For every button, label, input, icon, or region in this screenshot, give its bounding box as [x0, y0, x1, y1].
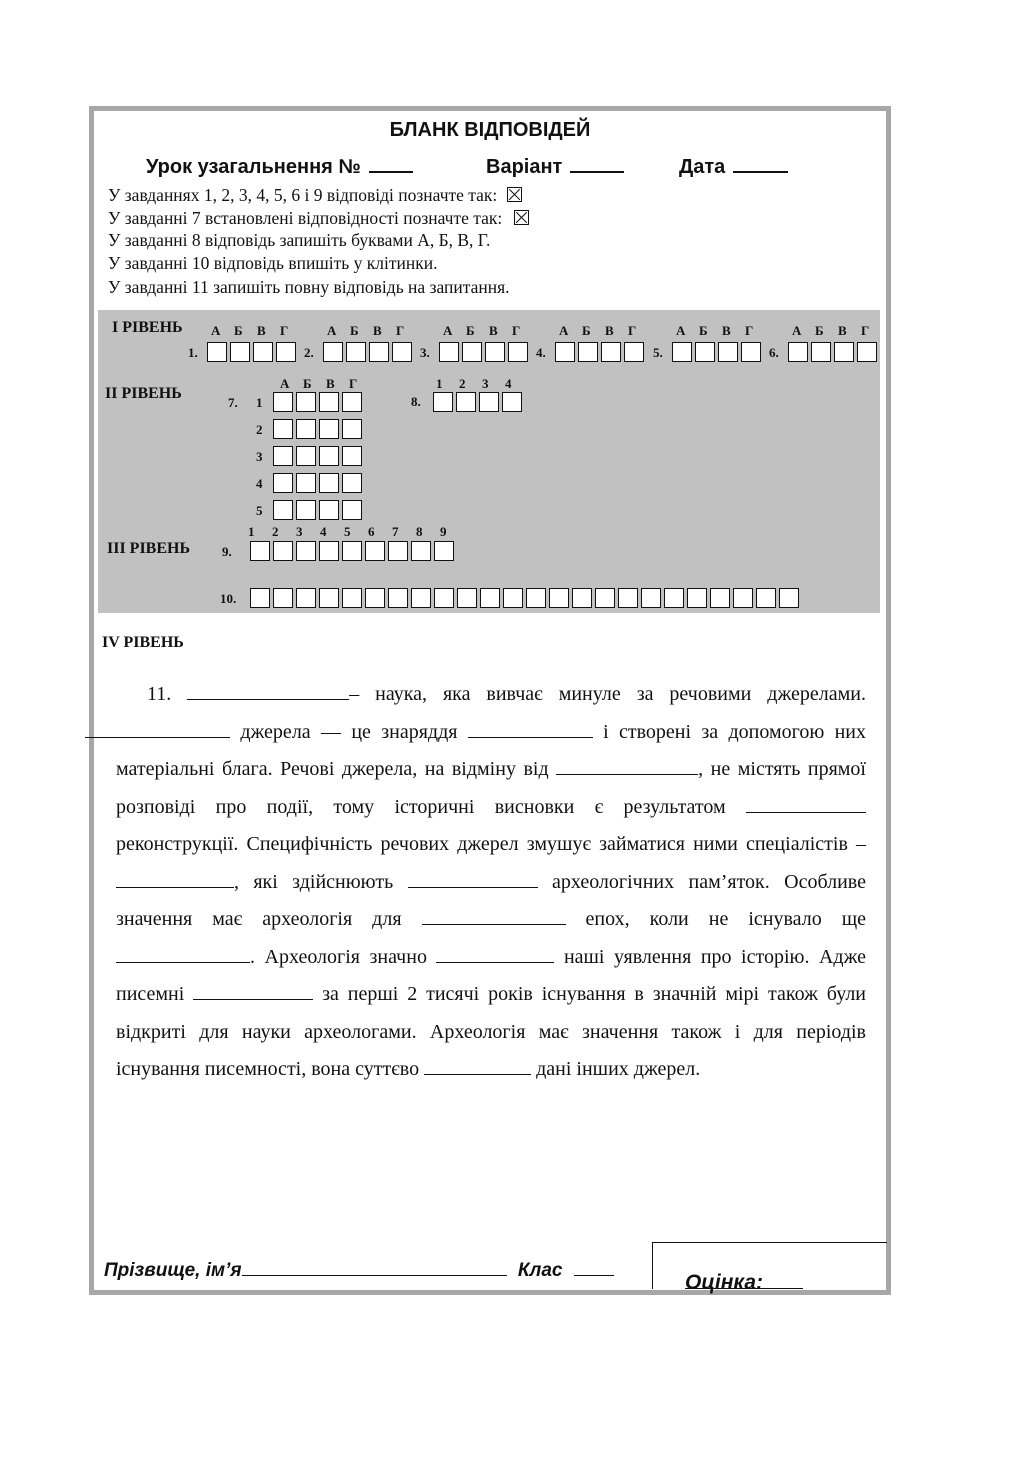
task-5-boxes [672, 342, 761, 362]
task-7-row-number: 3 [256, 449, 263, 464]
answer-box[interactable] [296, 419, 316, 439]
answer-grid-area [98, 310, 880, 613]
class-label: Клас [517, 1260, 563, 1281]
answer-cell[interactable] [273, 588, 293, 608]
answer-cell[interactable] [296, 588, 316, 608]
answer-box[interactable] [296, 446, 316, 466]
answer-box[interactable] [369, 342, 389, 362]
answer-cell[interactable] [572, 588, 592, 608]
answer-box[interactable] [433, 392, 453, 412]
answer-cell[interactable] [779, 588, 799, 608]
fill-blank-6[interactable] [116, 871, 234, 888]
task-4-number: 4. [536, 345, 546, 360]
answer-cell[interactable] [641, 588, 661, 608]
variant-field [486, 153, 624, 179]
fill-blank-10[interactable] [436, 946, 554, 963]
fill-blank-1[interactable] [187, 683, 349, 700]
fill-blank-7[interactable] [408, 871, 538, 888]
answer-box[interactable] [741, 342, 761, 362]
task-8-number: 8. [411, 394, 421, 409]
fill-blank-8[interactable] [422, 908, 566, 925]
task-1-boxes [207, 342, 296, 362]
answer-box[interactable] [319, 419, 339, 439]
answer-box[interactable] [342, 541, 362, 561]
answer-box[interactable] [578, 342, 598, 362]
answer-box[interactable] [479, 392, 499, 412]
answer-box[interactable] [485, 342, 505, 362]
answer-cell[interactable] [457, 588, 477, 608]
answer-sheet [89, 106, 891, 1295]
answer-box[interactable] [346, 342, 366, 362]
task-11-number: 11. [147, 683, 172, 705]
answer-box[interactable] [296, 473, 316, 493]
answer-box[interactable] [508, 342, 528, 362]
task-7-row-number: 4 [256, 476, 263, 491]
task-7-row-boxes [273, 392, 362, 412]
answer-cell[interactable] [733, 588, 753, 608]
answer-cell[interactable] [503, 588, 523, 608]
student-info [104, 1259, 614, 1282]
answer-box[interactable] [462, 342, 482, 362]
answer-box[interactable] [365, 541, 385, 561]
answer-cell[interactable] [365, 588, 385, 608]
task-1-letters: А Б В Г [211, 323, 289, 338]
task-3-boxes [439, 342, 528, 362]
answer-box[interactable] [230, 342, 250, 362]
task-4-boxes [555, 342, 644, 362]
instruction-3: У завданні 8 відповідь запишіть буквами А, Б, В, Г. [108, 230, 491, 250]
answer-cell[interactable] [319, 588, 339, 608]
answer-box[interactable] [695, 342, 715, 362]
task-7-row-boxes [273, 473, 362, 493]
answer-box[interactable] [250, 541, 270, 561]
answer-box[interactable] [319, 446, 339, 466]
lesson-number-input[interactable] [369, 153, 413, 173]
answer-cell[interactable] [342, 588, 362, 608]
task-7-letters: А Б В Г [280, 376, 358, 391]
fill-blank-4[interactable] [556, 758, 698, 775]
date-input[interactable] [733, 153, 788, 173]
answer-cell[interactable] [664, 588, 684, 608]
task-6-number: 6. [769, 345, 779, 360]
task-7-row-number: 5 [256, 503, 263, 518]
instruction-1: У завданнях 1, 2, 3, 4, 5, 6 і 9 відповіді позначте так: [108, 185, 522, 206]
answer-box[interactable] [624, 342, 644, 362]
answer-box[interactable] [502, 392, 522, 412]
task-7-row-boxes [273, 446, 362, 466]
answer-box[interactable] [273, 541, 293, 561]
task-2-number: 2. [304, 345, 314, 360]
answer-box[interactable] [342, 392, 362, 412]
answer-box[interactable] [388, 541, 408, 561]
task-7-number: 7. [228, 395, 238, 410]
lesson-label: Урок узагальнення № [146, 156, 361, 178]
task-3-letters: А Б В Г [443, 323, 521, 338]
date-label: Дата [679, 156, 726, 178]
fill-blank-5[interactable] [746, 796, 866, 813]
answer-cell[interactable] [595, 588, 615, 608]
answer-cell[interactable] [756, 588, 776, 608]
task-5-letters: А Б В Г [676, 323, 754, 338]
score-box [652, 1242, 887, 1294]
task-7-row-number: 2 [256, 422, 263, 437]
task-8-boxes [433, 392, 522, 412]
checked-box-icon [514, 210, 529, 225]
task-7-row-boxes [273, 419, 362, 439]
task-11-text: 11. – наука, яка вивчає минуле за речовими джерелами. джерела — це знаряддя і створені за допомогою них матеріальні блага. Речові джерела, на відміну від , не містять прямої розповіді про події, тому історичні висновки є результатом реконструкції. Специфічність речових джерел змушує займатися ними спеціалістів – , які здійснюють археологічних пам’яток. Особливе значення має археологія для епох, коли не існувало ще . Археологія значно наші уявлення про історію. Адже писемні за перші 2 тисячі років існування в значній мірі також були відкриті для науки археологами. Археологія має значення також і для періодів існування писемності, вона суттєво дані інших джерел. [116, 676, 866, 1089]
answer-box[interactable] [788, 342, 808, 362]
answer-box[interactable] [392, 342, 412, 362]
answer-box[interactable] [207, 342, 227, 362]
answer-box[interactable] [273, 419, 293, 439]
answer-box[interactable] [411, 541, 431, 561]
answer-box[interactable] [672, 342, 692, 362]
variant-label: Варіант [486, 156, 563, 178]
answer-cell[interactable] [710, 588, 730, 608]
answer-box[interactable] [342, 500, 362, 520]
task-9-digits: 1 2 3 4 5 6 7 8 9 [248, 524, 447, 539]
answer-box[interactable] [273, 446, 293, 466]
answer-box[interactable] [857, 342, 877, 362]
answer-box[interactable] [439, 342, 459, 362]
task-3-number: 3. [420, 345, 430, 360]
answer-cell[interactable] [388, 588, 408, 608]
variant-input[interactable] [570, 153, 624, 173]
answer-box[interactable] [323, 342, 343, 362]
answer-cell[interactable] [250, 588, 270, 608]
checked-box-icon [507, 187, 522, 202]
task-10-number: 10. [220, 591, 237, 606]
class-input[interactable] [574, 1259, 614, 1276]
task-8-digits: 1 2 3 4 [436, 376, 512, 391]
answer-cell[interactable] [618, 588, 638, 608]
answer-box[interactable] [718, 342, 738, 362]
fill-blank-3[interactable] [468, 721, 593, 738]
answer-cell[interactable] [411, 588, 431, 608]
answer-box[interactable] [319, 473, 339, 493]
task-4-letters: А Б В Г [559, 323, 637, 338]
fill-blank-11[interactable] [193, 983, 313, 1000]
answer-box[interactable] [342, 419, 362, 439]
answer-box[interactable] [811, 342, 831, 362]
level-1-label: І РІВЕНЬ [112, 319, 183, 336]
answer-box[interactable] [273, 500, 293, 520]
score-label: Оцінка: [685, 1271, 763, 1294]
task-2-boxes [323, 342, 412, 362]
answer-box[interactable] [342, 446, 362, 466]
answer-box[interactable] [342, 473, 362, 493]
answer-box[interactable] [276, 342, 296, 362]
task-7-row-number: 1 [256, 395, 263, 410]
answer-box[interactable] [456, 392, 476, 412]
answer-box[interactable] [319, 500, 339, 520]
answer-box[interactable] [273, 392, 293, 412]
fill-blank-2[interactable] [85, 721, 230, 738]
task-9-boxes [250, 541, 454, 561]
level-4-label: IV РІВЕНЬ [102, 634, 184, 651]
task-7-row-boxes [273, 500, 362, 520]
date-field [679, 153, 788, 179]
answer-box[interactable] [319, 392, 339, 412]
instruction-2: У завданні 7 встановлені відповідності позначте так: [108, 208, 529, 229]
answer-box[interactable] [555, 342, 575, 362]
task-6-boxes [788, 342, 877, 362]
task-10-boxes [250, 588, 799, 608]
answer-box[interactable] [601, 342, 621, 362]
lesson-number-field [146, 153, 413, 179]
fill-blank-9[interactable] [116, 946, 250, 963]
answer-cell[interactable] [480, 588, 500, 608]
level-2-label: ІІ РІВЕНЬ [105, 385, 182, 402]
answer-cell[interactable] [526, 588, 546, 608]
name-label: Прізвище, ім’я [104, 1260, 242, 1281]
answer-box[interactable] [273, 473, 293, 493]
level-3-label: ІІІ РІВЕНЬ [107, 540, 191, 557]
answer-box[interactable] [253, 342, 273, 362]
instruction-5: У завданні 11 запишіть повну відповідь на запитання. [108, 277, 510, 297]
task-2-letters: А Б В Г [327, 323, 405, 338]
score-input[interactable] [685, 1271, 803, 1289]
answer-cell[interactable] [549, 588, 569, 608]
task-9-number: 9. [222, 544, 232, 559]
answer-cell[interactable] [434, 588, 454, 608]
answer-box[interactable] [296, 392, 316, 412]
answer-box[interactable] [296, 541, 316, 561]
answer-box[interactable] [319, 541, 339, 561]
name-input[interactable] [242, 1259, 507, 1276]
answer-box[interactable] [834, 342, 854, 362]
fill-blank-12[interactable] [424, 1058, 531, 1075]
sheet-title: БЛАНК ВІДПОВІДЕЙ [389, 119, 591, 141]
answer-cell[interactable] [687, 588, 707, 608]
task-6-letters: А Б В Г [792, 323, 870, 338]
answer-box[interactable] [434, 541, 454, 561]
answer-box[interactable] [296, 500, 316, 520]
task-5-number: 5. [653, 345, 663, 360]
instruction-4: У завданні 10 відповідь впишіть у клітинки. [108, 253, 438, 273]
task-1-number: 1. [188, 345, 198, 360]
